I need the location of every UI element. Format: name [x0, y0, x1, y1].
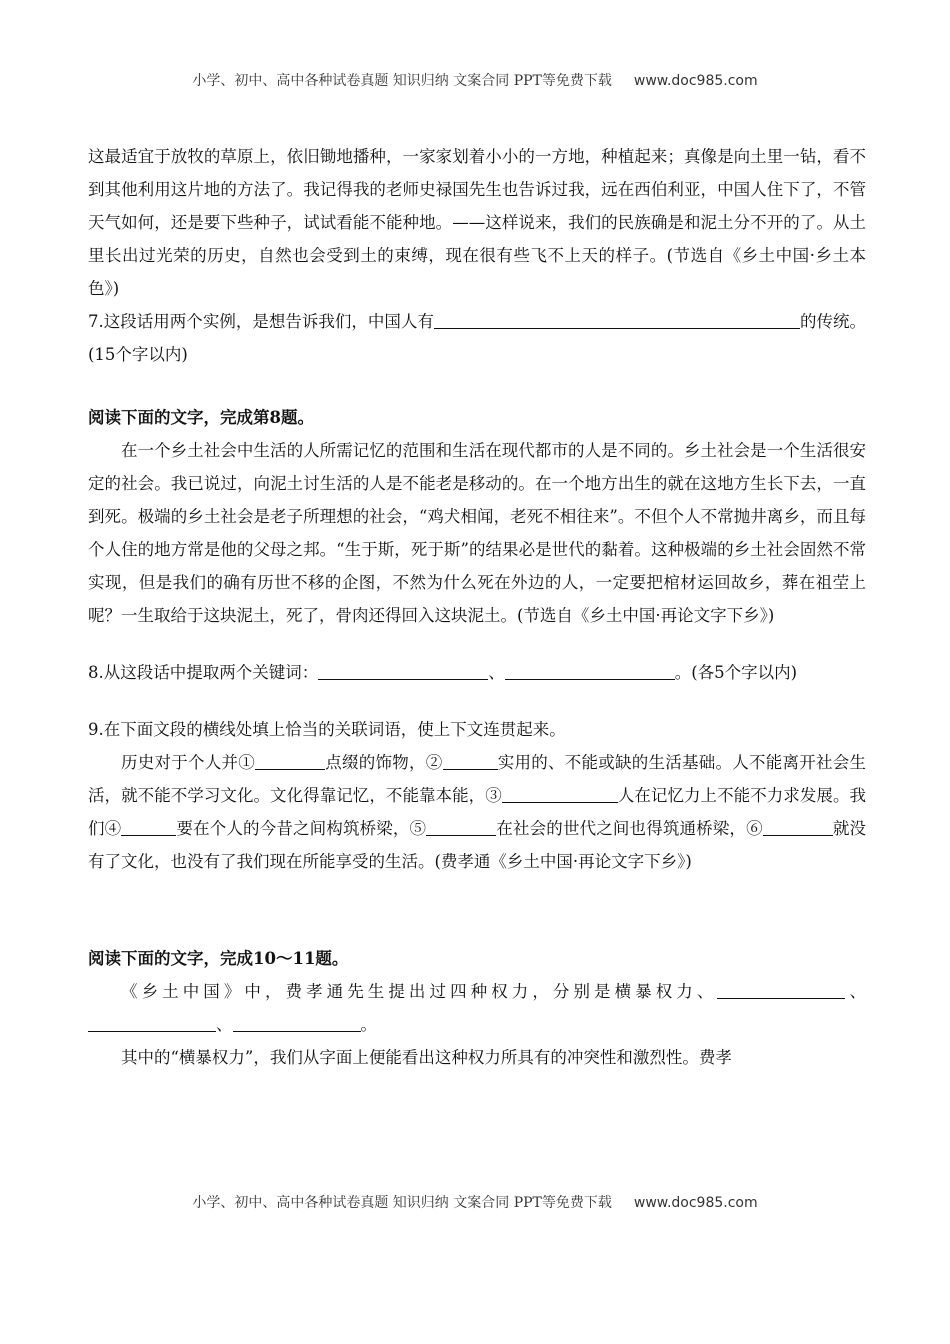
q8-prefix: 8.从这段话中提取两个关键词：: [88, 663, 319, 682]
s10-blank-2[interactable]: [88, 1011, 216, 1032]
q9-seg-5: 在社会的世代之间也得筑通桥梁，⑥: [496, 819, 763, 838]
section-8-heading: 阅读下面的文字，完成第8题。: [88, 408, 314, 427]
question-9-passage: [88, 746, 866, 878]
passage-1: 这最适宜于放牧的草原上，依旧锄地播种，一家家划着小小的一方地，种植起来；真像是向土里一钻，看不到其他利用这片地的方法了。我记得我的老师史禄国先生也告诉过我，远在西伯利亚，中国人住下了，不管天气如何，还是要下些种子，试试看能不能种地。——这样说来，我们的民族确是和泥土分不开的了。从土里长出过光荣的历史，自然也会受到土的束缚，现在很有些飞不上天的样子。(节选自《乡土中国·乡土本色》): [88, 147, 866, 298]
q9-blank-3[interactable]: [502, 782, 618, 803]
q9-blank-5[interactable]: [426, 815, 496, 836]
q9-blank-4[interactable]: [121, 815, 176, 836]
q9-seg-3: 人在记忆力上不能不力求发展。我们④: [88, 786, 867, 838]
page-header: [0, 70, 950, 90]
q8-answer-blank-2[interactable]: [505, 659, 675, 680]
q8-sep: 、: [488, 663, 505, 682]
passage-8: 在一个乡土社会中生活的人所需记忆的范围和生活在现代都市的人是不同的。乡土社会是一个生活很安定的社会。我已说过，向泥土讨生活的人是不能老是移动的。在一个地方出生的就在这地方生长下去，一直到死。极端的乡土社会是老子所理想的社会，“鸡犬相闻，老死不相往来”。不但个人不常抛井离乡，而且每个人住的地方常是他的父母之邦。“生于斯，死于斯”的结果必是世代的黏着。这种极端的乡土社会固然不常实现，但是我们的确有历世不移的企图，不然为什么死在外边的人，一定要把棺材运回故乡，葬在祖茔上呢？一生取给于这块泥土，死了，骨肉还得回入这块泥土。(节选自《乡土中国·再论文字下乡》): [88, 441, 866, 625]
footer-site: www.doc985.com: [633, 1195, 758, 1211]
page-footer: [0, 1192, 950, 1212]
q8-suffix: 。(各5个字以内): [674, 663, 798, 682]
q8-answer-blank-1[interactable]: [318, 659, 488, 680]
q7-suffix: 的传统。(15个字以内): [88, 312, 866, 364]
s10-blank-1[interactable]: [717, 978, 845, 999]
s10-blank-3[interactable]: [233, 1011, 361, 1032]
s10-sep-1: 、: [845, 982, 867, 1001]
header-site: www.doc985.com: [633, 73, 758, 89]
question-7: [88, 305, 866, 371]
question-8: [88, 656, 866, 689]
section-10-line-1: [88, 975, 866, 1041]
q9-seg-6: 就没有了文化，也没有了我们现在所能享受的生活。(费孝通《乡土中国·再论文字下乡》): [88, 819, 867, 871]
s10-end: 。: [360, 1015, 377, 1034]
q9-seg-0: 历史对于个人并①: [121, 753, 255, 772]
s10-line1-text: 《乡土中国》中，费孝通先生提出过四种权力，分别是横暴权力、: [121, 982, 718, 1001]
q9-seg-4: 要在个人的今昔之间构筑桥梁，⑤: [176, 819, 427, 838]
question-9-prompt: 9.在下面文段的横线处填上恰当的关联词语，使上下文连贯起来。: [88, 720, 566, 739]
q7-answer-blank[interactable]: [434, 308, 800, 329]
q9-blank-2[interactable]: [443, 749, 498, 770]
q9-blank-6[interactable]: [763, 815, 833, 836]
q9-blank-1[interactable]: [255, 749, 325, 770]
document-body: [88, 140, 866, 1074]
q7-prefix: 7.这段话用两个实例，是想告诉我们，中国人有: [88, 312, 434, 331]
footer-text: 小学、初中、高中各种试卷真题 知识归纳 文案合同 PPT等免费下载: [192, 1195, 612, 1211]
s10-sep-2: 、: [216, 1015, 233, 1034]
section-10-heading: 阅读下面的文字，完成10～11题。: [88, 949, 349, 968]
q9-seg-2: 实用的、不能或缺的生活基础。人不能离开社会生活，就不能不学习文化。文化得靠记忆，不能靠本能，③: [88, 753, 866, 805]
section-10-line-2: 其中的“横暴权力”，我们从字面上便能看出这种权力所具有的冲突性和激烈性。费孝: [121, 1048, 732, 1067]
header-text: 小学、初中、高中各种试卷真题 知识归纳 文案合同 PPT等免费下载: [192, 73, 612, 89]
q9-seg-1: 点缀的饰物，②: [325, 753, 443, 772]
